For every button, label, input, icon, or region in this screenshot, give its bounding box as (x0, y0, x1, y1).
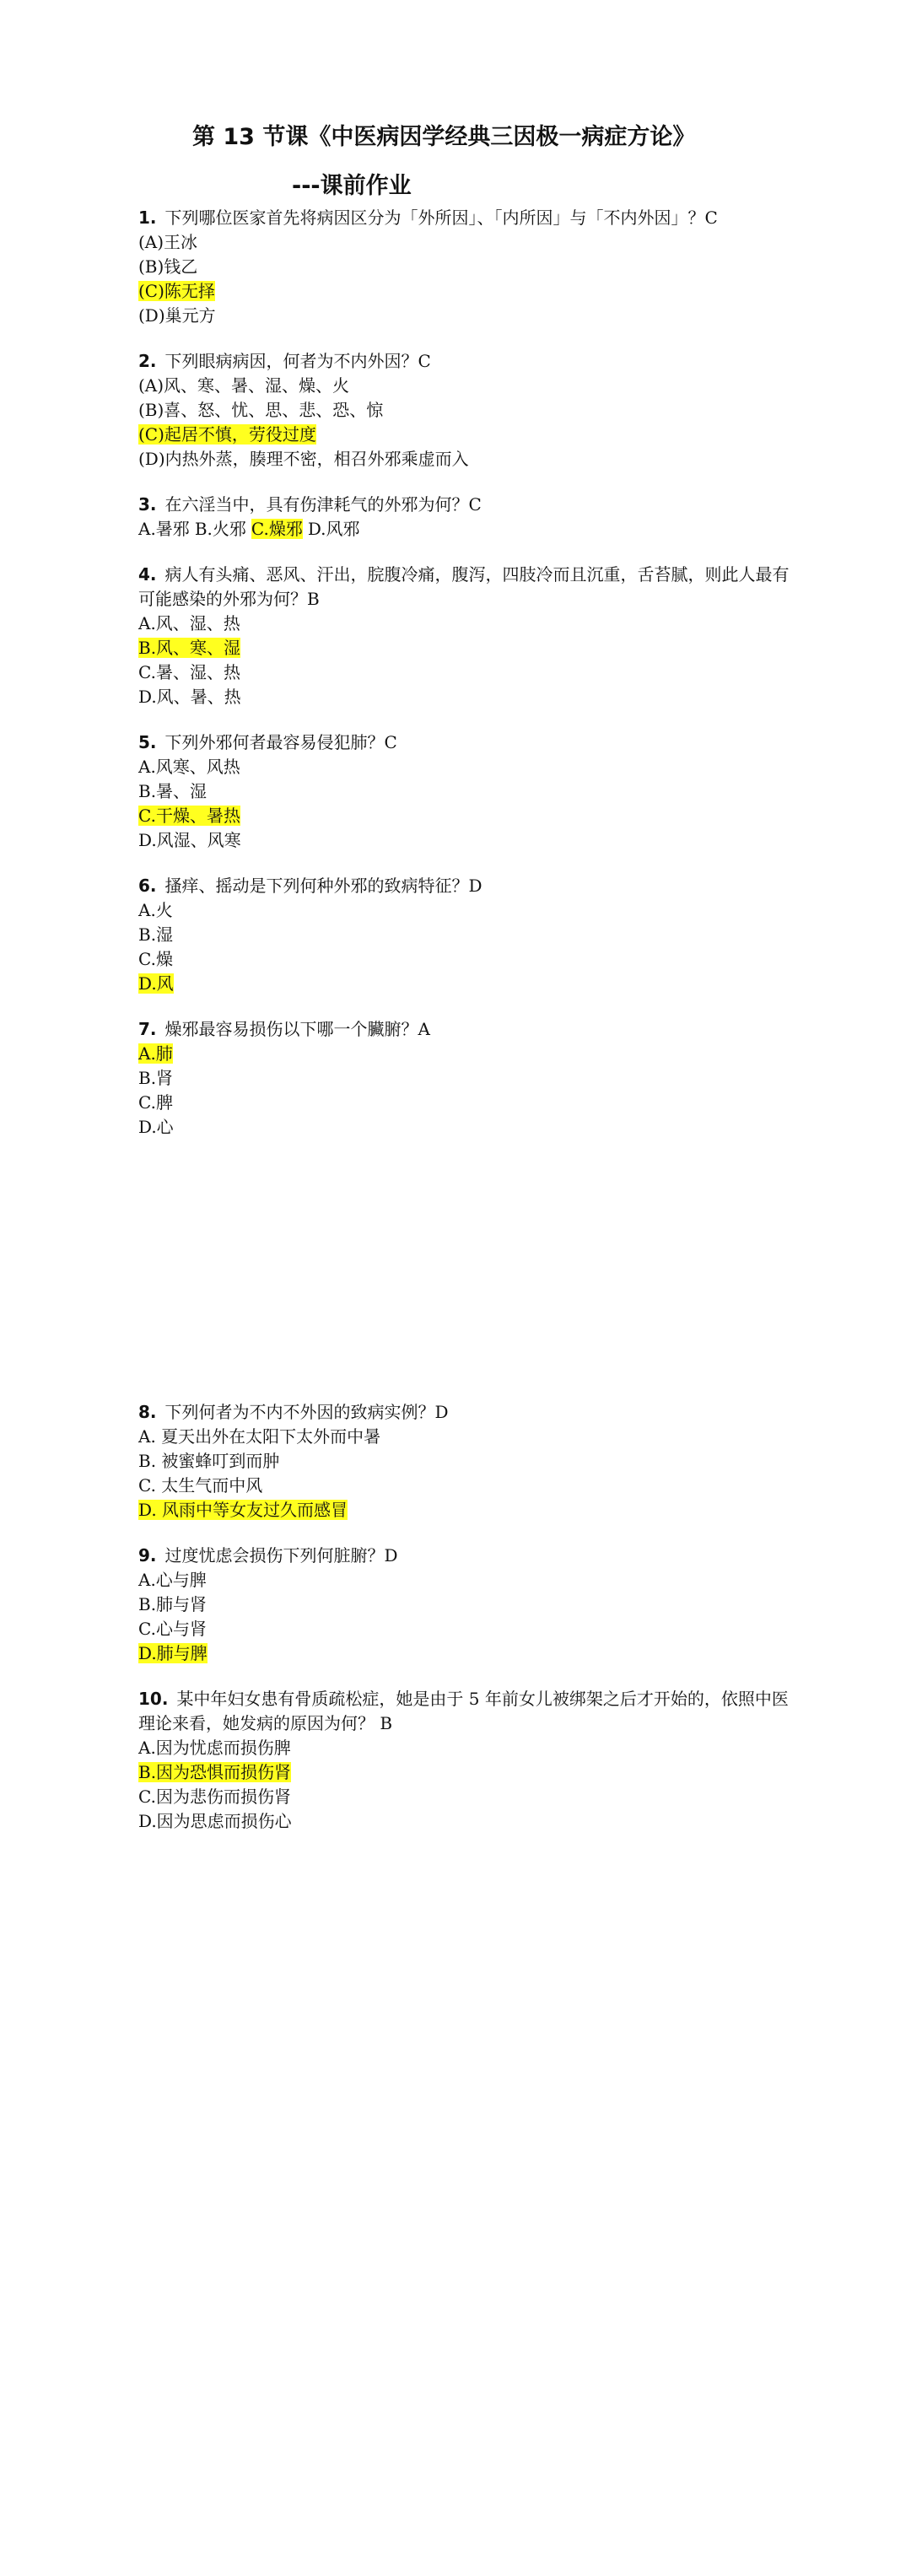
option-c: C.燥 (138, 949, 173, 969)
option-a: A.风、湿、热 (138, 613, 240, 633)
option-b: B.暑、湿 (138, 781, 208, 801)
question-number: 10. (138, 1689, 169, 1709)
option-d: (D)巢元方 (138, 305, 216, 326)
question-number: 6. (138, 876, 157, 896)
option-d: (D)内热外蒸，腠理不密，相召外邪乘虚而入 (138, 449, 469, 469)
option-c-answer: C.干燥、暑热 (138, 806, 240, 826)
option-a-answer: A.肺 (138, 1043, 173, 1064)
question-text: 过度忧虑会损伤下列何脏腑？D (164, 1545, 398, 1566)
question-text: 下列哪位医家首先将病因区分为「外所因」、「内所因」与「不内外因」？C (164, 207, 718, 228)
option-d: D.风邪 (307, 519, 360, 539)
option-c-answer: (C)陈无择 (138, 281, 215, 301)
question-number: 3. (138, 494, 157, 515)
option-c: C. 太生气而中风 (138, 1475, 263, 1495)
option-a: A.因为忧虑而损伤脾 (138, 1738, 291, 1758)
question-9 (138, 1544, 796, 1666)
question-text: 下列何者为不内不外因的致病实例？D (164, 1402, 449, 1422)
question-2 (138, 349, 796, 472)
question-text: 搔痒、摇动是下列何种外邪的致病特征？D (164, 876, 482, 896)
question-text: 某中年妇女患有骨质疏松症，她是由于 5 年前女儿被绑架之后才开始的，依照中医理论来看，她发病的原因为何？ B (138, 1689, 789, 1733)
option-a: A. 夏天出外在太阳下太外而中暑 (138, 1426, 381, 1447)
option-d: D.因为思虑而损伤心 (138, 1811, 292, 1831)
question-text: 在六淫当中，具有伤津耗气的外邪为何？C (164, 494, 482, 515)
question-number: 7. (138, 1019, 157, 1039)
option-a: A.心与脾 (138, 1570, 207, 1590)
question-10 (138, 1687, 796, 1834)
option-b-answer: B.因为恐惧而损伤肾 (138, 1762, 292, 1782)
question-4 (138, 563, 796, 709)
question-number: 9. (138, 1545, 157, 1566)
option-b: B. 被蜜蜂叮到而肿 (138, 1451, 280, 1471)
option-c: C.心与肾 (138, 1619, 207, 1639)
document-subtitle: ---课前作业 (292, 173, 412, 199)
option-d: D.风、暑、热 (138, 687, 241, 707)
question-number: 8. (138, 1402, 157, 1422)
question-6 (138, 874, 796, 996)
question-5 (138, 730, 796, 853)
option-b: (B)钱乙 (138, 256, 198, 277)
option-c: C.暑、湿、热 (138, 662, 240, 682)
question-number: 4. (138, 564, 157, 585)
question-1 (138, 206, 796, 328)
question-7 (138, 1017, 796, 1140)
option-b: B.火邪 (194, 519, 246, 539)
option-d: D.风湿、风寒 (138, 830, 241, 850)
question-number: 5. (138, 732, 157, 752)
question-text: 病人有头痛、恶风、汗出，脘腹冷痛，腹泻，四肢冷而且沉重，舌苔腻，则此人最有可能感染的外邪为何？B (138, 564, 790, 609)
question-number: 2. (138, 351, 157, 371)
option-c: C.脾 (138, 1092, 173, 1113)
option-d-answer: D. 风雨中等女友过久而感冒 (138, 1500, 348, 1520)
document-title: 第 13 节课《中医病因学经典三因极一病症方论》 (192, 124, 696, 150)
option-d-answer: D.风 (138, 973, 174, 994)
option-a: A.火 (138, 900, 173, 920)
option-d: D.心 (138, 1117, 174, 1137)
option-b: B.肺与肾 (138, 1594, 208, 1614)
option-a: A.暑邪 (138, 519, 190, 539)
option-c-answer: (C)起居不慎，劳役过度 (138, 424, 316, 445)
option-c-answer: C.燥邪 (251, 519, 303, 539)
question-number: 1. (138, 207, 157, 228)
question-8 (138, 1400, 796, 1522)
question-text: 燥邪最容易损伤以下哪一个臟腑？A (164, 1019, 430, 1039)
option-d-answer: D.肺与脾 (138, 1643, 208, 1663)
option-b: B.湿 (138, 924, 174, 945)
option-c: C.因为悲伤而损伤肾 (138, 1786, 291, 1807)
option-a: (A)王冰 (138, 232, 198, 252)
option-a: (A)风、寒、暑、湿、燥、火 (138, 375, 350, 396)
option-b: (B)喜、怒、忧、思、悲、恐、惊 (138, 400, 384, 420)
option-b-answer: B.风、寒、湿 (138, 638, 241, 658)
question-text: 下列外邪何者最容易侵犯肺？C (164, 732, 397, 752)
question-3 (138, 493, 796, 542)
option-b: B.肾 (138, 1068, 174, 1088)
question-text: 下列眼病病因，何者为不内外因？C (164, 351, 431, 371)
option-a: A.风寒、风热 (138, 757, 240, 777)
